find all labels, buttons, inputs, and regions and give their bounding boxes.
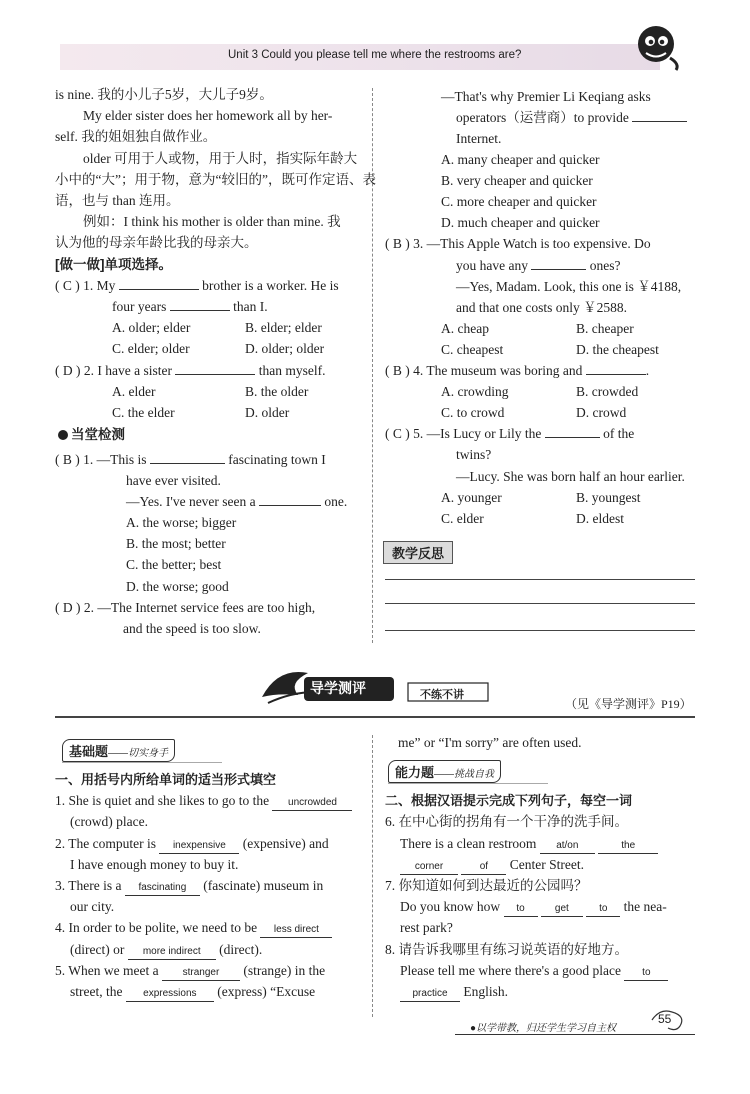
answer-mark: ( B ) [385,236,410,251]
test-question-1: ( B ) 1. —This is fascinating town I [55,452,326,467]
text-line: self. 我的姐姐独自做作业。 [55,129,217,144]
fill-item-5: 5. When we meet a stranger (strange) in the [55,962,325,981]
option: C. the elder [112,405,175,420]
answer-blank[interactable]: stranger [162,966,240,981]
option: A. elder [112,384,156,399]
text-line: —That's why Premier Li Keqiang asks [441,89,651,104]
text-line: twins? [456,447,492,462]
answer-blank[interactable]: uncrowded [272,796,352,811]
text-line: 认为他的母亲年龄比我的母亲大。 [55,235,258,250]
blank[interactable] [119,289,199,290]
option: B. crowded [576,384,639,399]
fill-item-1: 1. She is quiet and she likes to go to the uncrowded [55,792,352,811]
divider [55,716,695,718]
text-line: —Yes, Madam. Look, this one is ￥4188, [456,279,682,294]
option: B. the most; better [126,536,226,551]
question-3: ( B ) 3. —This Apple Watch is too expensive. Do [385,236,651,251]
fill-item-7: Do you know how to get to the nea- [400,898,667,917]
text-line: corner of Center Street. [400,856,584,875]
text-line: 6. 在中心街的拐角有一个干净的洗手间。 [385,814,628,829]
answer-blank[interactable]: corner [400,860,458,875]
answer-mark: ( B ) [55,452,80,467]
option: C. elder [441,511,484,526]
option: A. many cheaper and quicker [441,152,600,167]
answer-mark: ( D ) [55,600,81,615]
question-5: ( C ) 5. —Is Lucy or Lily the of the [385,426,635,441]
option: D. older; older [245,341,325,356]
answer-blank[interactable]: to [504,902,538,917]
banner-title: 导学测评 [310,680,366,696]
text-line: I have enough money to buy it. [70,857,239,872]
option: A. the worse; bigger [126,515,237,530]
answer-blank[interactable]: to [586,902,620,917]
option: B. very cheaper and quicker [441,173,593,188]
text-line: —Lucy. She was born half an hour earlier. [456,469,685,484]
text-line: practice English. [400,983,508,1002]
reflection-title: 教学反思 [383,541,453,564]
answer-blank[interactable]: the [598,839,658,854]
question-1-line2: four years than I. [112,299,268,314]
option: C. more cheaper and quicker [441,194,597,209]
blank[interactable] [586,374,646,375]
text-line: is nine. 我的小儿子5岁，大儿子9岁。 [55,87,273,102]
option: B. the older [245,384,309,399]
option: D. the worse; good [126,579,229,594]
question-2: ( D ) 2. I have a sister than myself. [55,363,326,378]
option: A. crowding [441,384,509,399]
fill-item-6: There is a clean restroom at/on the [400,835,658,854]
page-number-swirl-icon [650,1006,688,1034]
answer-blank[interactable]: practice [400,987,460,1002]
footer-slogan: ●以学带教，归还学生学习自主权 [470,1023,617,1034]
banner-subtitle: 不练不讲 [420,689,464,701]
text-line: me” or “I'm sorry” are often used. [398,735,582,750]
fill-item-3: 3. There is a fascinating (fascinate) museum in [55,877,323,896]
fill-item-8: Please tell me where there's a good place to [400,962,668,981]
unit-title: Unit 3 Could you please tell me where the restrooms are? [228,49,522,61]
reflection-line[interactable] [385,579,695,580]
answer-blank[interactable]: fascinating [125,881,200,896]
reflection-line[interactable] [385,630,695,631]
option: D. eldest [576,511,624,526]
basic-title: 基础题——切实身手 [62,739,175,762]
option: B. cheaper [576,321,634,336]
option: A. older; elder [112,320,191,335]
question-1: ( C ) 1. My brother is a worker. He is [55,278,339,293]
test-question-2: ( D ) 2. —The Internet service fees are too high, [55,600,316,615]
answer-blank[interactable]: to [624,966,668,981]
pen-icon [58,430,68,440]
text-line: older 可用于人或物，用于人时，指实际年龄大 [83,151,358,166]
answer-blank[interactable]: more indirect [128,945,216,960]
text-line: and that one costs only ￥2588. [456,300,627,315]
option: C. cheapest [441,342,504,357]
blank[interactable] [545,437,600,438]
text-line: operators（运营商）to provide [456,109,687,127]
text-line: rest park? [400,920,453,935]
text-line: our city. [70,899,115,914]
divider [388,783,548,784]
divider [62,762,222,763]
text-line: 例如：I think his mother is older than mine. 我 [83,214,341,229]
page-number: 55 [658,1012,672,1026]
option: A. cheap [441,321,489,336]
option: C. the better; best [126,557,222,572]
instruction: 二、根据汉语提示完成下列句子，每空一词 [385,793,633,808]
option: D. much cheaper and quicker [441,215,600,230]
text-line: you have any ones? [456,258,621,273]
option: B. youngest [576,490,641,505]
practice-heading: [做一做]单项选择。 [55,257,172,272]
answer-mark: ( C ) [55,278,80,293]
answer-blank[interactable]: less direct [260,923,332,938]
text-line: street, the expressions (express) “Excuse [70,983,315,1002]
answer-blank[interactable]: inexpensive [159,839,239,854]
answer-blank[interactable]: at/on [540,839,595,854]
instruction: 一、用括号内所给单词的适当形式填空 [55,772,277,787]
column-divider [372,735,373,1017]
blank[interactable] [170,310,230,311]
question-4: ( B ) 4. The museum was boring and . [385,363,650,378]
text-line: —Yes. I've never seen a one. [126,494,348,509]
answer-blank[interactable]: expressions [126,987,214,1002]
ability-title: 能力题——挑战自我 [388,760,501,783]
footer-line [455,1034,695,1035]
blank[interactable] [632,121,687,122]
text-line: and the speed is too slow. [123,621,261,636]
text-line: Internet. [456,131,502,146]
text-line: 8. 请告诉我哪里有练习说英语的好地方。 [385,942,628,957]
class-test-title: 当堂检测 [58,426,125,444]
option: B. elder; elder [245,320,322,335]
answer-mark: ( C ) [385,426,410,441]
text-line: (direct) or more indirect (direct). [70,941,262,960]
text-line: My elder sister does her homework all by her- [83,108,333,123]
option: D. older [245,405,290,420]
text-line: 小中的“大”；用于物，意为“较旧的”，既可作定语、表 [55,172,376,187]
text-line: 7. 你知道如何到达最近的公园吗？ [385,878,588,893]
option: D. crowd [576,405,627,420]
option: D. the cheapest [576,342,659,357]
answer-blank[interactable]: get [541,902,583,917]
text-line: have ever visited. [126,473,221,488]
answer-mark: ( B ) [385,363,410,378]
option: C. to crowd [441,405,505,420]
answer-mark: ( D ) [55,363,81,378]
option: C. elder; older [112,341,190,356]
blank[interactable] [259,505,321,506]
text-line: (crowd) place. [70,814,148,829]
banner-reference: （见《导学测评》P19） [565,697,692,711]
fill-item-2: 2. The computer is inexpensive (expensive) and [55,835,329,854]
option: A. younger [441,490,502,505]
mascot-icon [632,20,684,72]
text-line: 语，也与 than 连用。 [55,193,180,208]
blank[interactable] [531,269,586,270]
reflection-line[interactable] [385,603,695,604]
blank[interactable] [150,463,225,464]
answer-blank[interactable]: of [461,860,506,875]
fill-item-4: 4. In order to be polite, we need to be less direct [55,919,332,938]
blank[interactable] [175,374,255,375]
